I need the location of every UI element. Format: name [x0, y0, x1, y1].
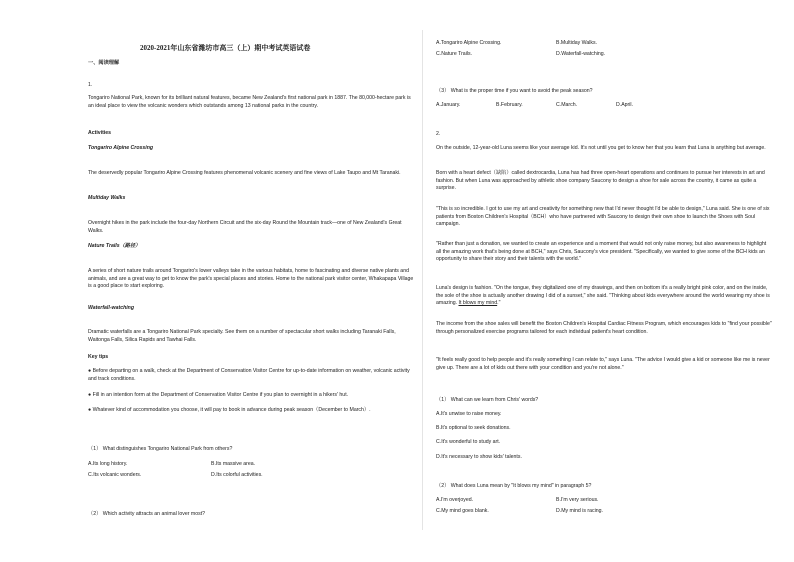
activity-title: Nature Trails（路径） — [88, 243, 141, 249]
activity-text: Overnight hikes in the park include the four-day Northern Circuit and the six-day Round the Mountain track—one of New Zealand's Great Walks. — [88, 220, 402, 234]
option-b[interactable]: B.Multiday Walks. — [556, 40, 598, 46]
passage-paragraph: "It feels really good to help people and it's really something I can relate to," says Luna. "The advice I would give a kid or someone like me is never give up. There are a lot of kids out there with your condition and you're not alone." — [436, 357, 770, 371]
option-c[interactable]: C.March. — [556, 102, 578, 108]
passage-number: 1. — [88, 82, 93, 88]
passage-intro: Tongariro National Park, known for its brilliant natural features, became New Zealand's first national park in 1887. The 80,000-hectare park is an ideal place to view the volcanic wonders which outstands among 13 national parks in the country. — [88, 95, 411, 109]
column-divider — [422, 30, 423, 530]
passage-paragraph: The income from the shoe sales will benefit the Boston Children's Hospital Cardiac Fitness Program, which encourages kids to "find your possible" through personalized exercise programs tailored for each individual patient's heart condition. — [436, 321, 772, 335]
question-stem: （1） What can we learn from Chris' words? — [436, 397, 539, 403]
option-b[interactable]: B.February. — [496, 102, 523, 108]
option-d[interactable]: D.My mind is racing. — [556, 508, 603, 514]
option-a[interactable]: A.Tongariro Alpine Crossing. — [436, 40, 502, 46]
underlined-phrase: It blows my mind — [458, 300, 498, 307]
option-a[interactable]: A.It's unwise to raise money. — [436, 411, 502, 417]
option-c[interactable]: C.Its volcanic wonders. — [88, 472, 142, 478]
tip-item: ● Whatever kind of accommodation you choose, it will pay to book in advance during peak season（December to March）. — [88, 407, 371, 413]
tip-item: ● Fill in an intention form at the Department of Conservation Visitor Centre if you plan to overnight in a hikers' hut. — [88, 392, 349, 398]
activity-text: The deservedly popular Tongariro Alpine Crossing features phenomenal volcanic scenery and fine views of Lake Taupo and Mt Taranaki. — [88, 170, 401, 176]
option-c[interactable]: C.It's wonderful to study art. — [436, 439, 501, 445]
option-b[interactable]: B.Its massive area. — [211, 461, 256, 467]
activities-heading: Activities — [88, 130, 112, 136]
question-stem: （3） What is the proper time if you want to avoid the peak season? — [436, 88, 593, 94]
activity-text: Dramatic waterfalls are a Tongariro National Park specialty. See them on a number of spectacular short walks including Taranaki Falls, Waitonga Falls, Silica Rapids and Tawhai Falls. — [88, 329, 396, 343]
option-c[interactable]: C.Nature Trails. — [436, 51, 473, 57]
exam-title: 2020-2021年山东省潍坊市高三（上）期中考试英语试卷 — [140, 44, 311, 52]
passage-paragraph: "Rather than just a donation, we wanted to create an experience and a moment that would not only raise money, but also awareness to highlight all the amazing work that's being done at BCH," says Chris, Saucony's vice president. "Specifically, we wanted to give some of the BCH kids an opportunity to share their story and their talents with the world." — [436, 241, 767, 263]
tip-item: ● Before departing on a walk, check at the Department of Conservation Visitor Centre for up-to-date information on weather, volcanic activity and track conditions. — [88, 368, 410, 382]
option-d[interactable]: D.Its colorful activities. — [211, 472, 263, 478]
activity-title: Multiday Walks — [88, 195, 126, 201]
option-a[interactable]: A.I'm overjoyed. — [436, 497, 474, 503]
paragraph-text: Luna's design is fashion. "On the tongue, they digitalized one of my drawings, and then on bottom it's a really bright pink color, and on the inside, the sole of the shoe is actually another drawing I did of a sunset," she said. "Thinking about kids everywhere around the world wearing my shoe is amazing. — [436, 285, 770, 307]
passage-paragraph: Born with a heart defect（缺陷）called dextrocardia, Luna has had three open-heart operations and continues to pursue her interests in art and fashion. But when Luna was approached by athletic shoe company Saucony to design a shoe for sale across the country, it came as quite a surprise. — [436, 170, 765, 192]
option-d[interactable]: D.April. — [616, 102, 634, 108]
option-c[interactable]: C.My mind goes blank. — [436, 508, 489, 514]
paragraph-text: ." — [497, 300, 501, 307]
passage-paragraph: On the outside, 12-year-old Luna seems like your average kid. It's not until you get to know her that you learn that Luna is anything but average. — [436, 145, 766, 151]
passage-number: 2. — [436, 131, 441, 137]
option-d[interactable]: D.Waterfall-watching. — [556, 51, 606, 57]
option-d[interactable]: D.It's necessary to show kids' talents. — [436, 454, 522, 460]
option-a[interactable]: A.Its long history. — [88, 461, 128, 467]
tips-heading: Key tips — [88, 354, 109, 360]
section-heading: 一、阅读理解 — [88, 60, 120, 66]
passage-paragraph: "This is so incredible. I got to use my art and creativity for something new that I'd never thought I'd be able to design," Luna said. She is one of six patients from Boston Children's Hospital（BCH）who have partnered with Saucony to design their own shoe to launch the Shoes with Soul campaign. — [436, 206, 770, 228]
question-stem: （1） What distinguishes Tongariro National Park from others? — [88, 446, 233, 452]
activity-title: Waterfall-watching — [88, 305, 135, 311]
activity-text: A series of short nature trails around Tongariro's lower valleys take in the various habitats, home to fascinating and diverse native plants and animals, and are a great way to get to know the park's special places and stories. Home to the national park visitor center, Whakapapa Village is a good place to start exploring. — [88, 268, 414, 290]
passage-paragraph — [436, 285, 772, 308]
option-a[interactable]: A.January. — [436, 102, 461, 108]
question-stem: （2） What does Luna mean by "It blows my mind" in paragraph 5? — [436, 483, 592, 489]
option-b[interactable]: B.It's optional to seek donations. — [436, 425, 511, 431]
option-b[interactable]: B.I'm very serious. — [556, 497, 599, 503]
activity-title: Tongariro Alpine Crossing — [88, 145, 154, 151]
question-stem: （2） Which activity attracts an animal lover most? — [88, 511, 206, 517]
